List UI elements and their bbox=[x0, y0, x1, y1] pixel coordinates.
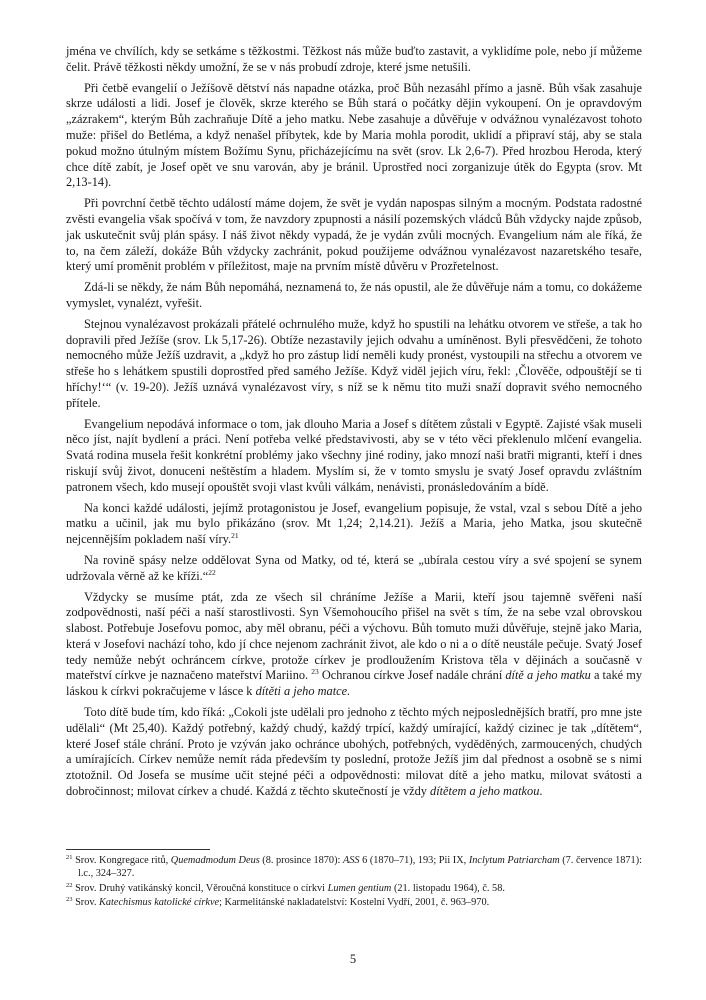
text-run: Vždycky se musíme ptát, zda ze všech sil chráníme Ježíše a Marii, kteří jsou tajemně svěřeni naší zodpovědnosti, naší péči a naší starostlivosti. Syn Všemohoucího přišel na svět s tím, že na sebe vzal obrovskou slabost. Potřebuje Josefovu pomoc, aby měl obranu, péči a výchovu. Bůh tomuto muži důvěřuje, stejně jako Maria, která v Josefovi nachází toho, kdo jí chce nejenom zachránit život, ale kdo o ni a o dítě neustále pečuje. Svatý Josef tedy nemůže nebýt ochráncem církve, protože církev je prodloužením Kristova těla v dějinách a současně v mateřství církve je naznačeno mateřství Mariino. bbox=[66, 589, 642, 683]
footnote-ref: 22 bbox=[66, 881, 73, 889]
text-run: jména ve chvílích, kdy se setkáme s těžkostmi. Těžkost nás může buďto zastavit, a vyklidíme pole, nebo jí můžeme čelit. Právě těžkosti někdy umožní, že se v nás probudí zdroje, které jsme netušili. bbox=[66, 44, 642, 74]
text-run: Zdá-li se někdy, že nám Bůh nepomáhá, neznamená to, že nás opustil, ale že důvěřuje nám a tomu, co dokážeme vymyslet, vynalézt, vyřešit. bbox=[66, 280, 642, 310]
body-text bbox=[66, 44, 642, 800]
footnote-ref: 21 bbox=[66, 854, 73, 861]
text-run: Srov. bbox=[72, 897, 100, 909]
paragraph bbox=[66, 317, 642, 412]
text-run: Při četbě evangelií o Ježíšově dětství nás napadne otázka, proč Bůh nezasáhl přímo a jasně. Bůh však zasahuje skrze události a lidi. Josef je člověk, skrze kterého se Bůh stará o počátky dějin vykoupení. On je opravdovým „zázrakem“, kterým Bůh zachraňuje Dítě a jeho matku. Nebe zasahuje a důvěřuje v odvážnou vynalézavost tohoto muže: přišel do Betléma, a když nenašel příbytek, kde by Maria mohla porodit, uklidí a připraví stáj, aby se stala pokud možno útulným místem Božímu Synu, přicházejícímu na svět (srov. Lk 2,6-7). Před hrozbou Heroda, který chce dítě zabít, je Josef opět ve snu varován, aby je bránil. Uprostřed noci zorganizuje útěk do Egypta (srov. Mt 2,13-14). bbox=[66, 80, 642, 190]
paragraph bbox=[66, 81, 642, 192]
italic-text: Katechismus katolické církve bbox=[99, 897, 220, 909]
text-run: Ochranou církve Josef nadále chrání bbox=[318, 668, 506, 683]
text-run: (21. listopadu 1964), č. 58. bbox=[391, 882, 505, 894]
text-run: Srov. Kongregace ritů, bbox=[72, 855, 171, 866]
text-run: Na rovině spásy nelze oddělovat Syna od Matky, od té, která se „ubírala cestou víry a své spojení se synem udržovala věrně až ke kříži.“ bbox=[66, 552, 642, 583]
paragraph bbox=[66, 44, 642, 76]
italic-text: dítětem a jeho matkou bbox=[430, 784, 540, 799]
paragraph bbox=[66, 501, 642, 548]
text-run: . bbox=[539, 784, 543, 799]
paragraph bbox=[66, 553, 642, 585]
italic-text: dítě a jeho matku bbox=[505, 668, 591, 683]
text-run: Na konci každé události, jejímž protagonistou je Josef, evangelium popisuje, že vstal, vzal s sebou Dítě a jeho matku a učinil, jak mu bylo přikázáno (srov. Mt 1,24; 2,14.21). Ježíš a Maria, jeho Matka, jsou skutečně nejcennějším pokladem naší víry. bbox=[66, 500, 642, 547]
italic-text: Inclytum Patriarcham bbox=[468, 855, 560, 866]
footnote-ref: 23 bbox=[66, 896, 73, 904]
italic-text: dítěti a jeho matce. bbox=[255, 684, 351, 699]
paragraph bbox=[66, 417, 642, 496]
text-run: 6 (1870–71), 193; Pii IX, bbox=[359, 855, 469, 866]
text-run: (7. července 1871): l.c., 324–327. bbox=[78, 855, 642, 880]
page-number: 5 bbox=[349, 952, 357, 966]
text-run: Srov. Druhý vatikánský koncil, Věroučná konstituce o církvi bbox=[72, 882, 328, 894]
text-run: Evangelium nepodává informace o tom, jak dlouho Maria a Josef s dítětem zůstali v Egyptě. Zajisté však museli něco jíst, najít bydlení a práci. Není potřeba velké představivosti, aby se v této věci překlenulo mlčení evangelia. Svatá rodina musela řešit konkrétní problémy jako všechny jiné rodiny, jako mnozí naši bratři migranti, kteří i dnes riskují svůj život, donuceni neštěstím a hladem. Myslím si, že v tomto smyslu je svatý Josef opravdu zvláštním patronem všech, kdo musejí opouštět svoji vlast kvůli válkám, nenávisti, pronásledováním a bídě. bbox=[66, 416, 642, 494]
footnote bbox=[66, 896, 642, 909]
text-run: ; Karmelitánské nakladatelství: Kostelní Vydří, 2001, č. 963–970. bbox=[219, 897, 490, 909]
footnote bbox=[66, 882, 642, 895]
footnote-divider bbox=[66, 849, 210, 850]
paragraph bbox=[66, 196, 642, 275]
footnote-ref: 21 bbox=[231, 531, 239, 541]
paragraph bbox=[66, 280, 642, 312]
text-run: Toto dítě bude tím, kdo říká: „Cokoli jste udělali pro jednoho z těchto mých nejposlednějších bratří, pro mne jste udělali“ (Mt 25,40). Každý potřebný, každý chudý, každý trpící, každý umírající, každý cizinec je tak „dítětem“, které Josef stále chrání. Proto je vzýván jako ochránce ubohých, potřebných, vyděděných, zarmoucených, chudých a umírajících. Církev nemůže nemít ráda především ty poslední, protože Ježíš jim dal přednost a osobně se s nimi ztotožnil. Od Josefa se musíme učit stejné péči a odpovědnosti: milovat dítě a jeho matku, milovat svátosti a dobročinnost; milovat církev a chudé. Každá z těchto skutečností je vždy bbox=[66, 705, 642, 799]
text-run: a také my láskou k církvi pokračujeme v lásce k bbox=[66, 668, 642, 699]
text-run: Při povrchní četbě těchto událostí máme dojem, že svět je vydán napospas silným a mocným. Podstata radostné zvěsti evangelia však spočívá v tom, že navzdory zpupnosti a násilí pozemských vládců Bůh vždycky najde způsob, jak uskutečnit svůj plán spásy. I náš život někdy vypadá, že je vydán zvůli mocných. Evangelium nám ale říká, že to, na čem záleží, dokáže Bůh vždycky zachránit, pokud použijeme odvážnou vynalézavost nazaretského tesaře, který umí proměnit problém v příležitost, maje na prvním místě důvěru v Prozřetelnost. bbox=[66, 196, 642, 274]
footnote-ref: 22 bbox=[208, 567, 216, 577]
italic-text: Lumen gentium bbox=[327, 882, 392, 894]
footnote-ref: 23 bbox=[311, 667, 319, 677]
text-run: (8. prosince 1870): bbox=[259, 855, 343, 866]
text-run: Stejnou vynalézavost prokázali přátelé ochrnulého muže, když ho spustili na lehátku otvorem ve střeše, a tak ho dopravili před Ježíše (srov. Lk 5,17-26). Obtíže nezastavily jejich odvahu a umíněnost. Byli přesvědčeni, že tohoto nemocného může Ježíš uzdravit, a „když ho pro zástup lidí neměli kudy pronést, vystoupili na střechu a otvorem ve střeše ho s lehátkem spustili doprostřed před samého Ježíše. Když viděl jejich víru, řekl: ‚Člověče, odpouštějí se ti hříchy!‘“ (v. 19-20). Ježíš uznává vynalézavost víry, s níž se k němu tito muži snaží dopravit svého nemocného přítele. bbox=[66, 316, 642, 410]
paragraph bbox=[66, 705, 642, 800]
italic-text: ASS bbox=[342, 855, 360, 866]
paragraph bbox=[66, 590, 642, 701]
italic-text: Quemadmodum Deus bbox=[170, 855, 260, 866]
footnote bbox=[66, 854, 642, 881]
footnotes bbox=[66, 854, 642, 911]
